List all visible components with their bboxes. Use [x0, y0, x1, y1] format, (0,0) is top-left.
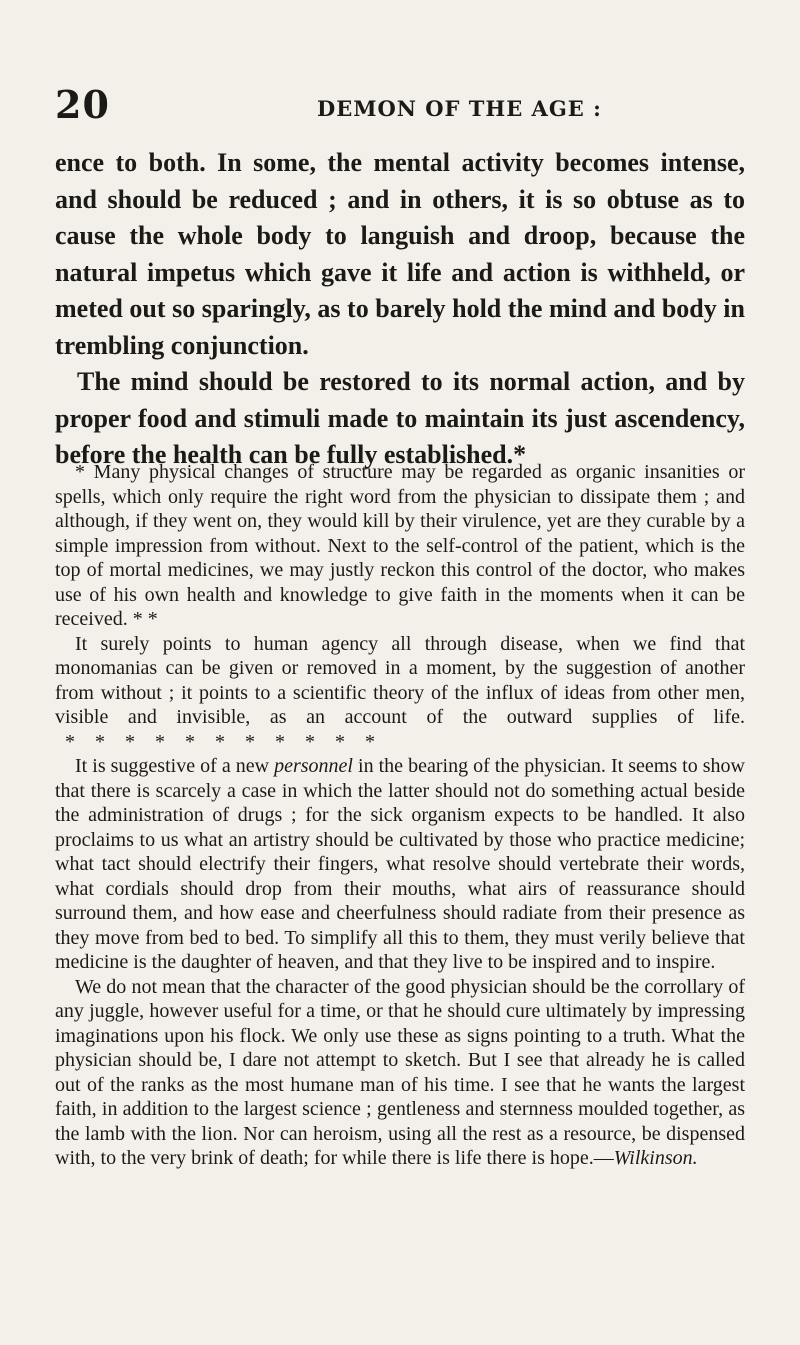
- footnote-text: We do not mean that the character of the good physician should be the corrollary of any juggle, however useful for a time, or that he should cure ultimately by impressing imaginations upon his flock. We only use these as signs pointing to a truth. What the physician should be, I dare not attempt to sketch. But I see that already he is called out of the ranks as the most humane man of his time. I see that he wants the largest faith, in addition to the largest science ; gentleness and sternness moulded together, as the lamb with the lion. Nor can heroism, using all the rest as a resource, be dispensed with, to the very brink of death; for while there is life there is hope.—: [55, 975, 745, 1169]
- footnote-text: It is suggestive of a new: [75, 755, 275, 777]
- footnote-text: in the bearing of the physician. It seems to show that there is scarcely a case in which the latter should not do something actual beside the administration of drugs ; for the sick organism expects to be handled. It also proclaims to us what an artistry should be cultivated by those who practice medicine; what tact should electrify their fingers, what resolve should vertebrate their words, what cordials should drop from their mouths, what airs of reassurance should surround them, and how ease and cheerfulness should radiate from their presence as they move from bed to bed. To simplify all this to them, they must verily believe that medicine is the daughter of heaven, and that they live to be inspired and to inspire.: [55, 755, 745, 973]
- footnote-paragraph: [55, 632, 745, 755]
- page-number: 20: [55, 82, 110, 127]
- running-head: DEMON OF THE AGE :: [317, 96, 602, 121]
- main-paragraph: ence to both. In some, the mental activity becomes intense, and should be reduced ; and in others, it is so obtuse as to cause the whole body to languish and droop, because the natural impetus which gave it life and action is withheld, or meted out so sparingly, as to barely hold the mind and body in trembling conjunction.: [55, 148, 745, 360]
- asterisk-row: * * * * * * * * * * *: [55, 730, 375, 753]
- footnote-paragraph-text: It surely points to human agency all through disease, when we find that monomanias can be given or removed in a moment, by the suggestion of another from without ; it points to a scientific theory of the influx of ideas from other men, visible and invisible, as an account of the outward supplies of life.: [55, 632, 745, 728]
- main-text: [55, 145, 745, 474]
- main-paragraph: The mind should be restored to its normal action, and by proper food and stimuli made to maintain its just ascendency, before the health can be fully established.*: [55, 367, 745, 469]
- footnote-paragraph: * Many physical changes of structure may be regarded as organic insanities or spells, which only require the right word from the physician to dissipate them ; and although, if they went on, they would kill by their virulence, yet are they curable by a simple impression from without. Next to the self-control of the patient, which is the top of mortal medicines, we may justly reckon this control of the doctor, who makes use of his own health and knowledge to give faith in the moments when it can be received. * *: [55, 461, 745, 630]
- author-signature: Wilkinson.: [613, 1147, 698, 1169]
- footnote: [55, 460, 745, 1171]
- page-header: [55, 82, 745, 135]
- footnote-paragraph: [55, 975, 745, 1171]
- italic-word: personnel: [274, 755, 353, 777]
- footnote-paragraph: [55, 754, 745, 975]
